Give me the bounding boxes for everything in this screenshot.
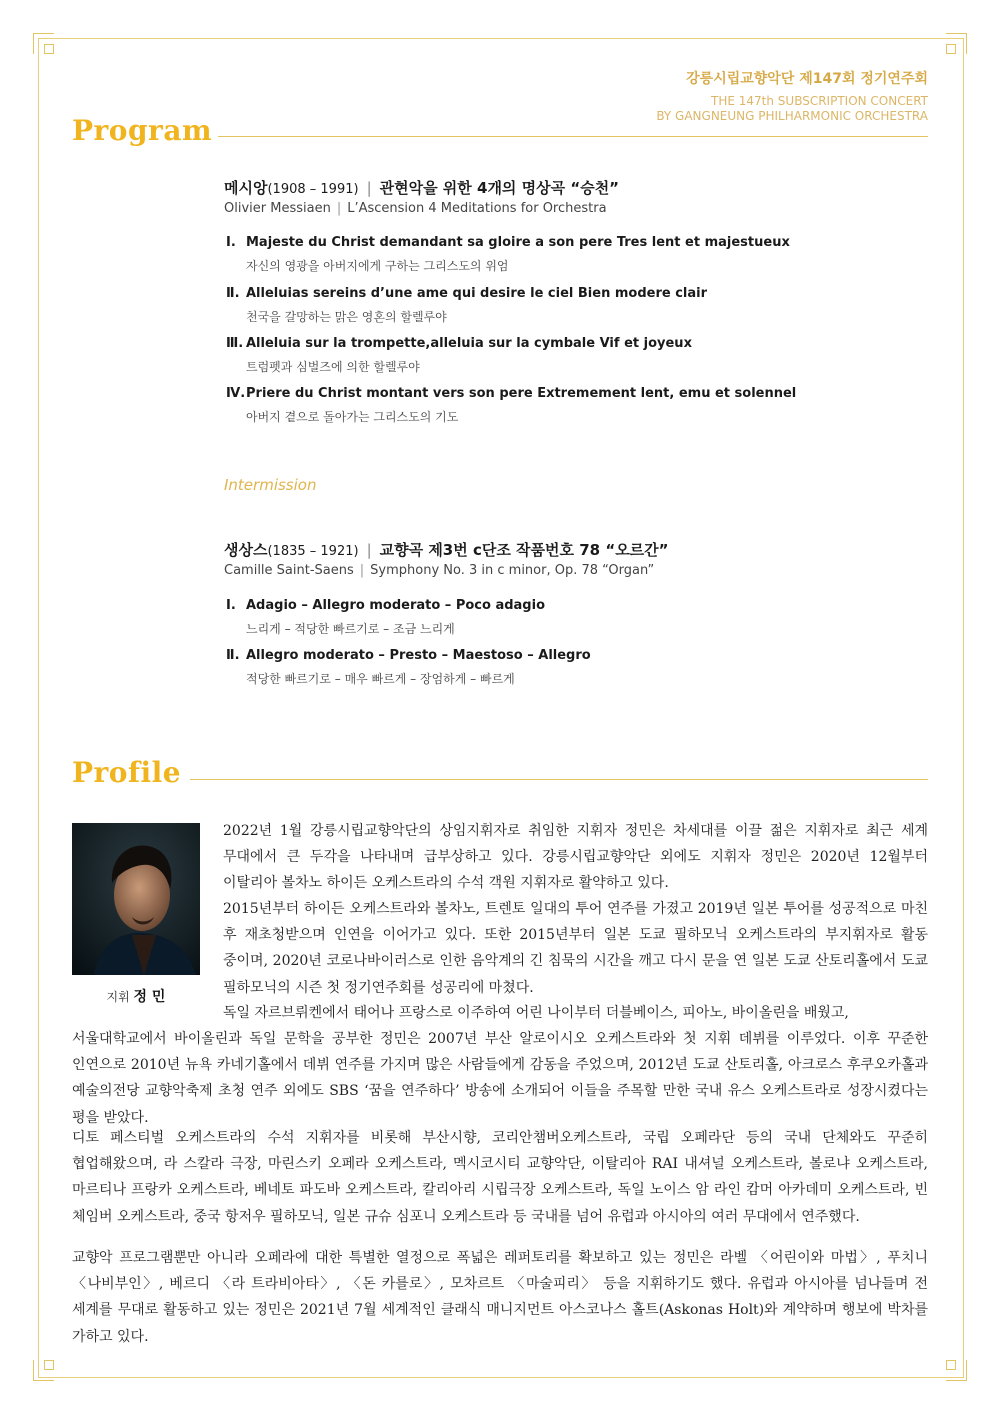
work2-movement-1 (226, 598, 786, 637)
corner-ornament-inner-top-left (44, 44, 54, 54)
profile-heading-rule (190, 779, 928, 780)
movement-title-en: Alleluias sereins d’une ame qui desire le ciel Bien modere clair (246, 286, 707, 301)
work1-composer-en: Olivier Messiaen (224, 201, 331, 216)
conductor-portrait-image (72, 823, 200, 975)
work2-composer-ko: 생상스 (224, 541, 268, 559)
work1-movement-2 (226, 286, 786, 325)
profile-paragraph-6: 교향악 프로그램뿐만 아니라 오페라에 대한 특별한 열정으로 폭넓은 레퍼토리를 확보하고 있는 정민은 라벨 〈어린이와 마법〉, 푸치니 〈나비부인〉, 베르디 〈라 트라비아타〉, 〈돈 카를로〉, 모차르트 〈마술피리〉 등을 지휘하기도 했다. 유럽과 아시아를 넘나들며 전 세계를 무대로 활동하고 있는 정민은 2021년 7월 세계적인 클래식 매니지먼트 아스코나스 홀트(Askonas Holt)와 계약하며 행보에 박차를 가하고 있다. (72, 1250, 928, 1345)
movement-title-ko: 아버지 곁으로 돌아가는 그리스도의 기도 (246, 410, 459, 424)
profile-paragraph-5: 디토 페스티벌 오케스트라의 수석 지휘자를 비롯해 부산시향, 코리안챔버오케스트라, 국립 오페라단 등의 국내 단체와도 꾸준히 협업해왔으며, 라 스칼라 극장, 마린스키 오페라 오케스트라, 멕시코시티 교향악단, 이탈리아 RAI 내셔널 오케스트라, 볼로냐 오케스트라, 마르티나 프랑카 오케스트라, 베네토 파도바 오케스트라, 칼리아리 시립극장 오케스트라, 독일 노이스 암 라인 캄머 아카데미 오케스트라, 빈 체임버 오케스트라, 중국 항저우 필하모닉, 일본 규슈 심포니 오케스트라 등 국내를 넘어 유럽과 아시아의 여러 무대에서 연주했다. (72, 1130, 928, 1225)
work2-movement-2 (226, 648, 786, 687)
profile-paragraph-3: 독일 자르브뤼켄에서 태어나 프랑스로 이주하여 어린 나이부터 더블베이스, 피아노, 바이올린을 배웠고, (223, 1005, 849, 1021)
concert-title-english-line1: THE 147th SUBSCRIPTION CONCERT (711, 94, 928, 108)
work1-title-ko: 관현악을 위한 4개의 명상곡 “승천” (379, 179, 620, 197)
conductor-name: 정 민 (133, 989, 166, 1005)
profile-heading: Profile (72, 756, 182, 789)
work2-title-ko: 교향곡 제3번 c단조 작품번호 78 “오르간” (379, 541, 669, 559)
program-heading: Program (72, 114, 213, 147)
work1-title (224, 177, 619, 198)
work1-movement-1 (226, 235, 790, 274)
movement-title-ko: 느리게 – 적당한 빠르기로 – 조금 느리게 (246, 622, 455, 636)
concert-title-english-line2: BY GANGNEUNG PHILHARMONIC ORCHESTRA (656, 109, 928, 123)
corner-ornament-inner-bottom-right (946, 1360, 956, 1370)
conductor-role: 지휘 (106, 990, 130, 1004)
conductor-photo (72, 823, 200, 975)
profile-paragraph-2: 2015년부터 하이든 오케스트라와 볼차노, 트렌토 일대의 투어 연주를 가졌고 2019년 일본 투어를 성공적으로 마친 후 재초청받으며 인연을 이어가고 있다. 또한 2015년부터 일본 도쿄 필하모닉 오케스트라의 부지휘자로 활동 중이며, 2020년 코로나바이러스로 인한 음악계의 긴 침묵의 시간을 깨고 다시 문을 연 일본 도쿄 산토리홀에서 도쿄 필하모닉의 시즌 첫 정기연주회를 성공리에 마쳤다. (223, 901, 928, 996)
corner-ornament-inner-bottom-left (44, 1360, 54, 1370)
work1-subtitle (224, 201, 607, 216)
movement-title-en: Alleluia sur la trompette,alleluia sur la cymbale Vif et joyeux (246, 336, 692, 351)
work1-sub-separator: | (336, 201, 342, 216)
work2-composer-en: Camille Saint-Saens (224, 563, 354, 578)
movement-number: Ⅱ. (226, 286, 240, 301)
work2-separator: | (366, 541, 372, 559)
movement-number: Ⅳ. (226, 386, 246, 401)
movement-number: Ⅰ. (226, 598, 236, 613)
movement-title-ko: 트럼펫과 심벌즈에 의한 할렐루야 (246, 360, 420, 374)
movement-title-en: Allegro moderato – Presto – Maestoso – Allegro (246, 648, 591, 663)
work2-title-en: Symphony No. 3 in c minor, Op. 78 “Organ” (370, 563, 655, 578)
conductor-caption (72, 986, 200, 1006)
work1-movement-4 (226, 386, 797, 425)
work2-subtitle (224, 563, 654, 578)
program-heading-rule (218, 136, 928, 137)
profile-paragraph-4: 서울대학교에서 바이올린과 독일 문학을 공부한 정민은 2007년 부산 알로이시오 오케스트라와 첫 지휘 데뷔를 이루었다. 이후 꾸준한 인연으로 2010년 뉴욕 카네기홀에서 데뷔 연주를 가지며 많은 사람들에게 감동을 주었으며, 2012년 도쿄 산토리홀, 아크로스 후쿠오카홀과 예술의전당 교향악축제 초청 연주 외에도 SBS ‘꿈을 연주하다’ 방송에 소개되어 이들을 주목할 만한 국내 유스 오케스트라로 성장시켰다는 평을 받았다. (72, 1031, 928, 1126)
concert-title-english (656, 94, 928, 124)
work1-separator: | (366, 179, 372, 197)
concert-title-korean: 강릉시립교향악단 제147회 정기연주회 (686, 71, 928, 87)
work1-movement-3 (226, 336, 786, 375)
profile-paragraph-1: 2022년 1월 강릉시립교향악단의 상임지휘자로 취임한 지휘자 정민은 차세대를 이끌 젊은 지휘자로 최근 세계 무대에서 큰 두각을 나타내며 급부상하고 있다. 강릉시립교향악단 외에도 지휘자 정민은 2020년 12월부터 이탈리아 볼차노 하이든 오케스트라의 수석 객원 지휘자로 활약하고 있다. (223, 823, 928, 892)
movement-title-ko: 천국을 갈망하는 맑은 영혼의 할렐루야 (246, 310, 447, 324)
movement-number: Ⅰ. (226, 235, 236, 250)
intermission-label: Intermission (224, 476, 317, 494)
work1-years: (1908 – 1991) (267, 182, 359, 197)
work2-title (224, 539, 669, 560)
movement-number: Ⅲ. (226, 336, 244, 351)
movement-title-en: Majeste du Christ demandant sa gloire a son pere Tres lent et majestueux (246, 235, 790, 250)
work2-sub-separator: | (359, 563, 365, 578)
movement-title-en: Adagio – Allegro moderato – Poco adagio (246, 598, 545, 613)
movement-number: Ⅱ. (226, 648, 240, 663)
movement-title-ko: 적당한 빠르기로 – 매우 빠르게 – 장엄하게 – 빠르게 (246, 672, 515, 686)
work1-title-en: L’Ascension 4 Meditations for Orchestra (347, 201, 607, 216)
work1-composer-ko: 메시앙 (224, 179, 268, 197)
movement-title-ko: 자신의 영광을 아버지에게 구하는 그리스도의 위엄 (246, 259, 509, 273)
work2-years: (1835 – 1921) (267, 544, 359, 559)
corner-ornament-inner-top-right (946, 44, 956, 54)
movement-title-en: Priere du Christ montant vers son pere Extremement lent, emu et solennel (246, 386, 797, 401)
